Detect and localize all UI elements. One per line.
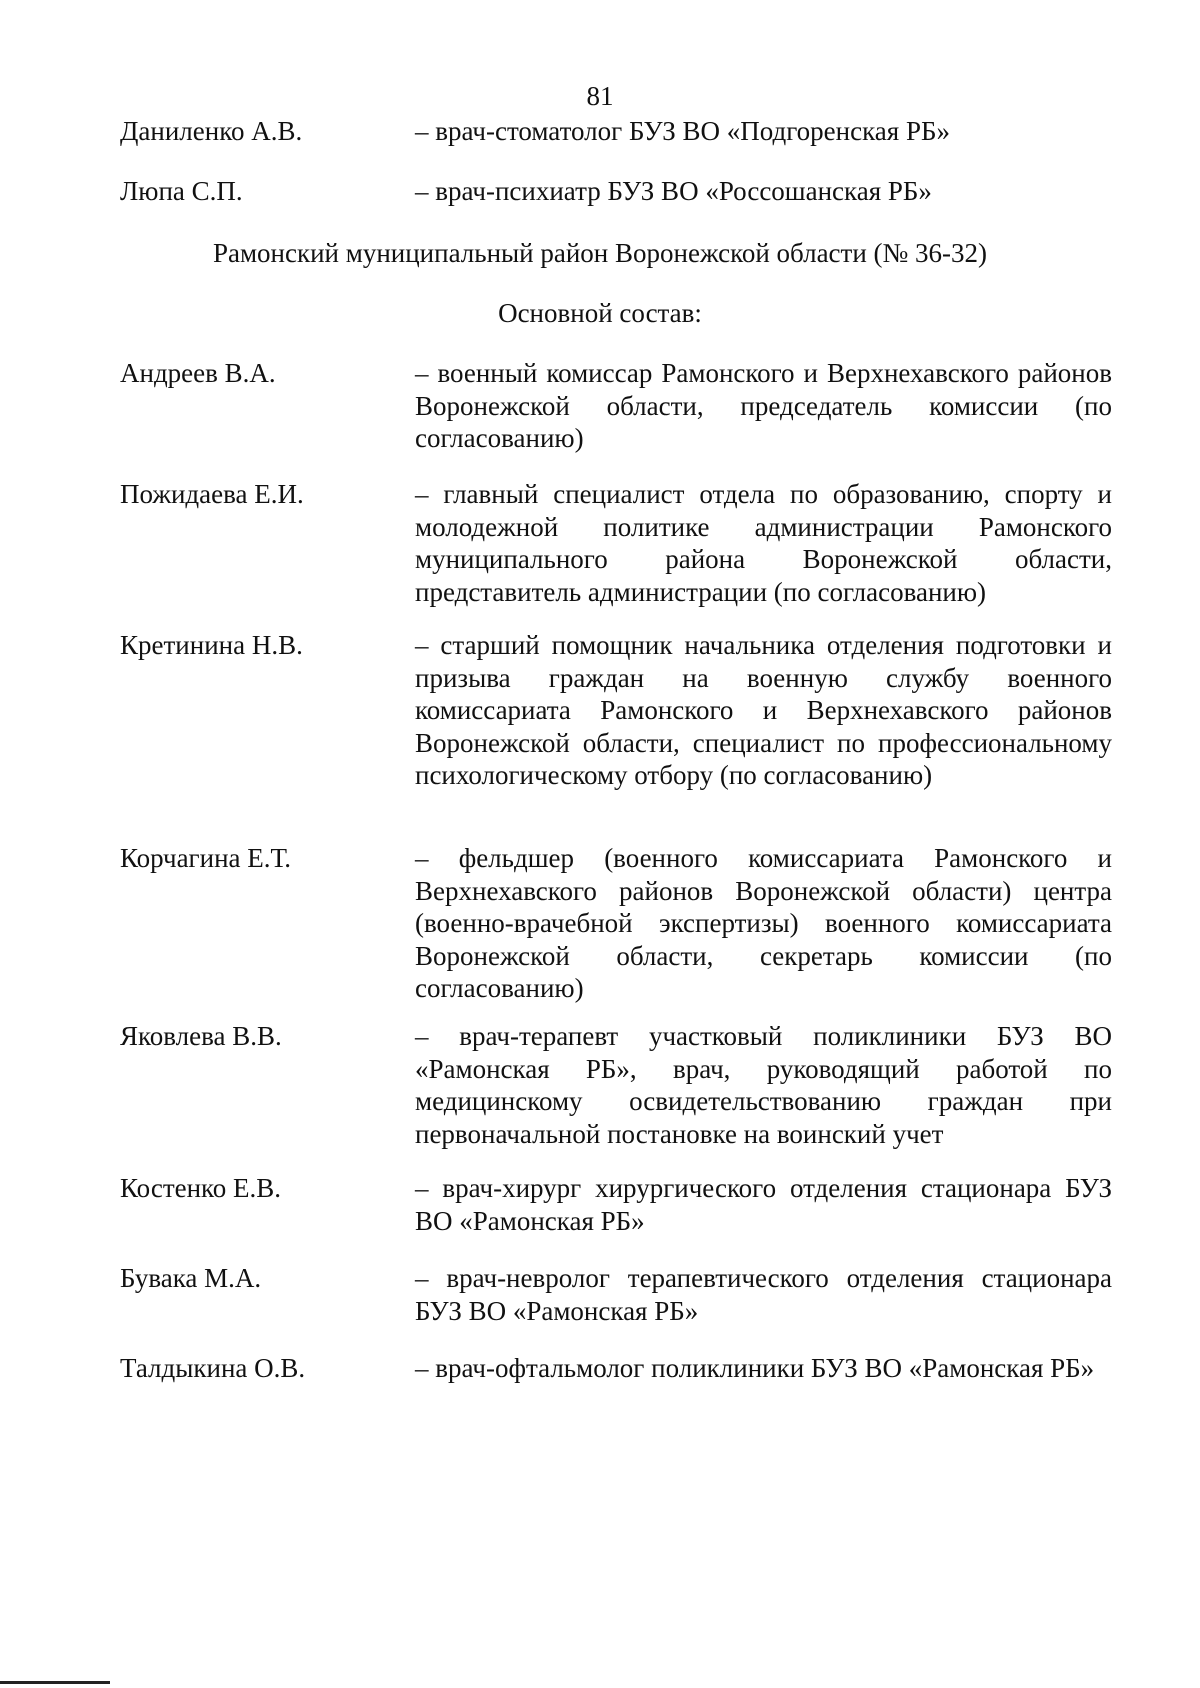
member-name: Талдыкина О.В.: [120, 1353, 306, 1383]
subsection-title: Основной состав:: [498, 298, 702, 328]
list-item: [120, 1262, 1120, 1332]
member-position: – старший помощник начальника отделения подготовки и призыва граждан на военную службу военного комиссариата Рамонского и Верхнехавского районов Воронежской области, специалист по профессиональному психологическому отбору (по согласованию): [415, 630, 1112, 790]
list-item: [120, 629, 1120, 824]
page-number: 81: [586, 81, 614, 111]
member-name: Корчагина Е.Т.: [120, 843, 292, 873]
scan-edge-mark: [0, 1681, 110, 1684]
member-position: – фельдшер (военного комиссариата Рамонского и Верхнехавского районов Воронежской области) центра (военно-врачебной экспертизы) военного комиссариата Воронежской области, секретарь комиссии (по согласованию): [415, 843, 1112, 1003]
member-name: Костенко Е.В.: [120, 1173, 282, 1203]
member-name: Кретинина Н.В.: [120, 630, 303, 660]
member-position: – военный комиссар Рамонского и Верхнехавского районов Воронежской области, председатель комиссии (по согласованию): [415, 358, 1112, 453]
list-item: [120, 115, 1120, 155]
member-position: – врач-хирург хирургического отделения стационара БУЗ ВО «Рамонская РБ»: [415, 1173, 1112, 1236]
member-name: Люпа С.П.: [120, 176, 243, 206]
list-item: [120, 1352, 1120, 1422]
member-position: – врач-невролог терапевтического отделения стационара БУЗ ВО «Рамонская РБ»: [415, 1263, 1112, 1326]
section-title: Рамонский муниципальный район Воронежской области (№ 36-32): [212, 238, 988, 268]
list-item: [120, 1020, 1120, 1150]
list-item: [120, 478, 1120, 608]
member-position: – главный специалист отдела по образованию, спорту и молодежной политике администрации Рамонского муниципального района Воронежской области, представитель администрации (по согласованию): [415, 479, 1112, 607]
list-item: [120, 175, 1120, 215]
member-name: Андреев В.А.: [120, 358, 276, 388]
member-position: – врач-стоматолог БУЗ ВО «Подгоренская РБ»: [415, 116, 950, 146]
member-name: Пожидаева Е.И.: [120, 479, 304, 509]
list-item: [120, 1172, 1120, 1242]
member-name: Даниленко А.В.: [120, 116, 303, 146]
member-position: – врач-терапевт участковый поликлиники БУЗ ВО «Рамонская РБ», врач, руководящий работой по медицинскому освидетельствованию граждан при первоначальной постановке на воинский учет: [415, 1021, 1112, 1149]
member-position: – врач-психиатр БУЗ ВО «Россошанская РБ»: [415, 176, 932, 206]
member-position: – врач-офтальмолог поликлиники БУЗ ВО «Рамонская РБ»: [415, 1353, 1095, 1383]
member-name: Яковлева В.В.: [120, 1021, 282, 1051]
list-item: [120, 357, 1120, 457]
member-name: Бувака М.А.: [120, 1263, 262, 1293]
list-item: [120, 842, 1120, 1007]
